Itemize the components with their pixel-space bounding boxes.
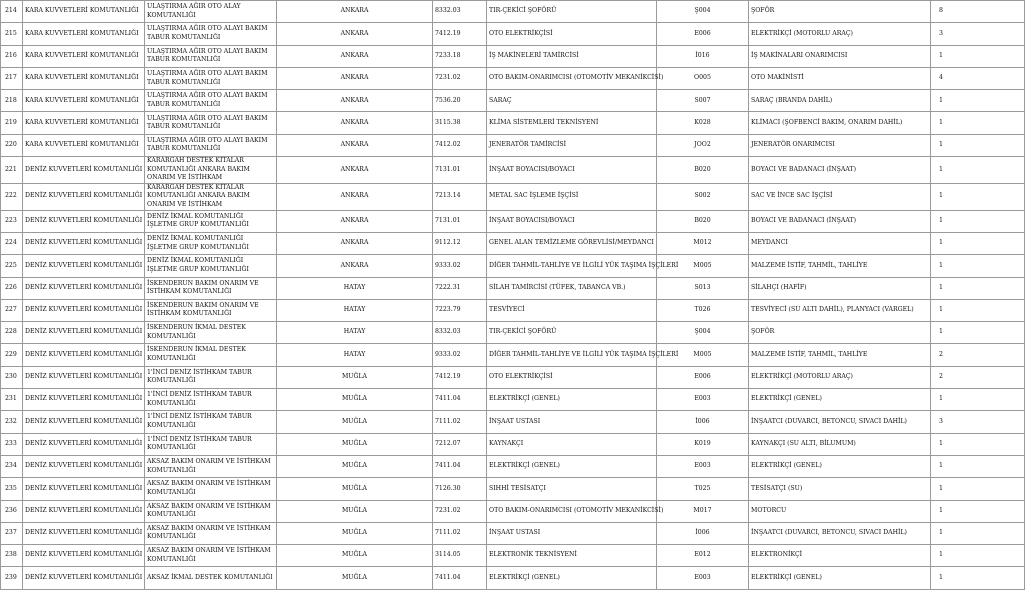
- row-number-cell: 236: [1, 500, 23, 522]
- table-row: [1, 23, 1025, 45]
- row-number-cell: 230: [1, 366, 23, 388]
- position-name-cell: ŞOFÖR: [749, 322, 931, 344]
- unit-name-cell: AKSAZ BAKIM ONARIM VE İSTİHKAM KOMUTANLIĞI: [145, 545, 277, 567]
- occupation-name-cell: KAYNAKÇI: [487, 433, 657, 455]
- table-row: [1, 411, 1025, 433]
- table-row: [1, 433, 1025, 455]
- unit-name-cell: AKSAZ BAKIM ONARIM VE İSTİHKAM KOMUTANLIĞI: [145, 522, 277, 544]
- province-cell: ANKARA: [277, 45, 433, 67]
- unit-name-cell: AKSAZ BAKIM ONARIM VE İSTİHKAM KOMUTANLIĞI: [145, 500, 277, 522]
- row-number-cell: 223: [1, 210, 23, 232]
- force-command-cell: DENİZ KUVVETLERİ KOMUTANLIĞI: [23, 500, 145, 522]
- unit-name-cell: ULAŞTIRMA AĞIR OTO ALAYI BAKIM TABUR KOMUTANLIĞI: [145, 23, 277, 45]
- province-cell: ANKARA: [277, 134, 433, 156]
- row-number-cell: 218: [1, 90, 23, 112]
- position-name-cell: ELEKTRONİKÇİ: [749, 545, 931, 567]
- province-cell: MUĞLA: [277, 522, 433, 544]
- force-command-cell: DENİZ KUVVETLERİ KOMUTANLIĞI: [23, 277, 145, 299]
- table-body: [1, 1, 1025, 590]
- staff-count-cell: 1: [931, 112, 1025, 134]
- table-row: [1, 455, 1025, 477]
- position-name-cell: ŞOFÖR: [749, 1, 931, 23]
- position-name-cell: SAC VE İNCE SAC İŞÇİSİ: [749, 183, 931, 210]
- unit-name-cell: AKSAZ BAKIM ONARIM VE İSTİHKAM KOMUTANLIĞI: [145, 455, 277, 477]
- unit-name-cell: 1'İNCİ DENİZ İSTİHKAM TABUR KOMUTANLIĞI: [145, 389, 277, 411]
- occupation-name-cell: OTO BAKIM-ONARIMCISI (OTOMOTİV MEKANİKCİSİ): [487, 500, 657, 522]
- occupation-code-cell: 7126.30: [433, 478, 487, 500]
- occupation-name-cell: İŞ MAKİNELERİ TAMİRCİSİ: [487, 45, 657, 67]
- occupation-code-cell: 8332.03: [433, 1, 487, 23]
- unit-name-cell: İSKENDERUN İKMAL DESTEK KOMUTANLIĞI: [145, 322, 277, 344]
- province-cell: MUĞLA: [277, 500, 433, 522]
- row-number-cell: 224: [1, 232, 23, 254]
- position-name-cell: SARAÇ (BRANDA DAHİL): [749, 90, 931, 112]
- occupation-code-cell: 7111.02: [433, 522, 487, 544]
- row-number-cell: 232: [1, 411, 23, 433]
- staff-count-cell: 1: [931, 433, 1025, 455]
- row-number-cell: 214: [1, 1, 23, 23]
- staff-count-cell: 3: [931, 411, 1025, 433]
- position-name-cell: İŞ MAKİNALARI ONARIMCISI: [749, 45, 931, 67]
- position-name-cell: SİLAHÇI (HAFİF): [749, 277, 931, 299]
- unit-name-cell: ULAŞTIRMA AĞIR OTO ALAYI BAKIM TABUR KOMUTANLIĞI: [145, 90, 277, 112]
- unit-name-cell: DENİZ İKMAL KOMUTANLIĞI İŞLETME GRUP KOMUTANLIĞI: [145, 210, 277, 232]
- unit-name-cell: İSKENDERUN BAKIM ONARIM VE İSTİHKAM KOMUTANLIĞI: [145, 277, 277, 299]
- position-code-cell: B020: [657, 210, 749, 232]
- position-code-cell: M017: [657, 500, 749, 522]
- force-command-cell: DENİZ KUVVETLERİ KOMUTANLIĞI: [23, 366, 145, 388]
- unit-name-cell: ULAŞTIRMA AĞIR OTO ALAYI BAKIM TABUR KOMUTANLIĞI: [145, 134, 277, 156]
- staff-count-cell: 1: [931, 277, 1025, 299]
- unit-name-cell: KARARGAH DESTEK KITALAR KOMUTANLIĞI ANKARA BAKIM ONARIM VE İSTİHKAM: [145, 183, 277, 210]
- position-name-cell: MALZEME İSTİF, TAHMİL, TAHLİYE: [749, 255, 931, 277]
- position-code-cell: Ş004: [657, 322, 749, 344]
- unit-name-cell: ULAŞTIRMA AĞIR OTO ALAYI BAKIM TABUR KOMUTANLIĞI: [145, 45, 277, 67]
- table-row: [1, 210, 1025, 232]
- force-command-cell: DENİZ KUVVETLERİ KOMUTANLIĞI: [23, 411, 145, 433]
- occupation-name-cell: DİĞER TAHMİL-TAHLİYE VE İLGİLİ YÜK TAŞIMA İŞÇİLERİ: [487, 255, 657, 277]
- occupation-code-cell: 7231.02: [433, 67, 487, 89]
- position-code-cell: E003: [657, 389, 749, 411]
- force-command-cell: DENİZ KUVVETLERİ KOMUTANLIĞI: [23, 255, 145, 277]
- staff-count-cell: 1: [931, 545, 1025, 567]
- position-name-cell: TESVİYECİ (SU ALTI DAHİL), PLANYACI (VARGEL): [749, 299, 931, 321]
- row-number-cell: 237: [1, 522, 23, 544]
- occupation-code-cell: 7212.07: [433, 433, 487, 455]
- occupation-name-cell: İNŞAAT USTASI: [487, 411, 657, 433]
- position-name-cell: ELEKTRİKÇİ (MOTORLU ARAÇ): [749, 366, 931, 388]
- table-row: [1, 389, 1025, 411]
- staff-count-cell: 1: [931, 455, 1025, 477]
- table-row: [1, 90, 1025, 112]
- force-command-cell: KARA KUVVETLERİ KOMUTANLIĞI: [23, 112, 145, 134]
- position-code-cell: E006: [657, 366, 749, 388]
- force-command-cell: DENİZ KUVVETLERİ KOMUTANLIĞI: [23, 183, 145, 210]
- occupation-name-cell: METAL SAC İŞLEME İŞÇİSİ: [487, 183, 657, 210]
- occupation-code-cell: 8332.03: [433, 322, 487, 344]
- position-code-cell: E003: [657, 567, 749, 589]
- force-command-cell: DENİZ KUVVETLERİ KOMUTANLIĞI: [23, 232, 145, 254]
- row-number-cell: 227: [1, 299, 23, 321]
- unit-name-cell: İSKENDERUN BAKIM ONARIM VE İSTİHKAM KOMUTANLIĞI: [145, 299, 277, 321]
- staff-count-cell: 2: [931, 366, 1025, 388]
- table-row: [1, 277, 1025, 299]
- occupation-name-cell: SIHHİ TESİSATÇI: [487, 478, 657, 500]
- position-name-cell: KLİMACI (ŞOFBENCİ BAKIM, ONARIM DAHİL): [749, 112, 931, 134]
- row-number-cell: 233: [1, 433, 23, 455]
- row-number-cell: 234: [1, 455, 23, 477]
- position-name-cell: İNŞAATCI (DUVARCI, BETONCU, SIVACI DAHİL): [749, 411, 931, 433]
- row-number-cell: 225: [1, 255, 23, 277]
- province-cell: ANKARA: [277, 23, 433, 45]
- force-command-cell: DENİZ KUVVETLERİ KOMUTANLIĞI: [23, 567, 145, 589]
- position-name-cell: ELEKTRİKÇİ (GENEL): [749, 567, 931, 589]
- row-number-cell: 239: [1, 567, 23, 589]
- unit-name-cell: DENİZ İKMAL KOMUTANLIĞI İŞLETME GRUP KOMUTANLIĞI: [145, 255, 277, 277]
- position-code-cell: M012: [657, 232, 749, 254]
- occupation-code-cell: 9333.02: [433, 344, 487, 366]
- row-number-cell: 217: [1, 67, 23, 89]
- occupation-code-cell: 7411.04: [433, 567, 487, 589]
- staff-count-cell: 8: [931, 1, 1025, 23]
- province-cell: ANKARA: [277, 112, 433, 134]
- occupation-code-cell: 9333.02: [433, 255, 487, 277]
- occupation-code-cell: 7223.79: [433, 299, 487, 321]
- unit-name-cell: 1'İNCİ DENİZ İSTİHKAM TABUR KOMUTANLIĞI: [145, 433, 277, 455]
- occupation-code-cell: 3115.38: [433, 112, 487, 134]
- staff-count-cell: 1: [931, 232, 1025, 254]
- table-row: [1, 567, 1025, 589]
- occupation-name-cell: OTO ELEKTRİKÇİSİ: [487, 366, 657, 388]
- occupation-code-cell: 3114.05: [433, 545, 487, 567]
- row-number-cell: 229: [1, 344, 23, 366]
- occupation-code-cell: 7222.31: [433, 277, 487, 299]
- occupation-code-cell: 7412.02: [433, 134, 487, 156]
- staff-count-cell: 1: [931, 255, 1025, 277]
- unit-name-cell: AKSAZ BAKIM ONARIM VE İSTİHKAM KOMUTANLIĞI: [145, 478, 277, 500]
- staff-count-cell: 1: [931, 183, 1025, 210]
- unit-name-cell: KARARGAH DESTEK KITALAR KOMUTANLIĞI ANKARA BAKIM ONARIM VE İSTİHKAM: [145, 157, 277, 184]
- force-command-cell: DENİZ KUVVETLERİ KOMUTANLIĞI: [23, 344, 145, 366]
- unit-name-cell: 1'İNCİ DENİZ İSTİHKAM TABUR KOMUTANLIĞI: [145, 366, 277, 388]
- occupation-name-cell: TESVİYECİ: [487, 299, 657, 321]
- occupation-code-cell: 7411.04: [433, 455, 487, 477]
- province-cell: ANKARA: [277, 255, 433, 277]
- province-cell: MUĞLA: [277, 389, 433, 411]
- force-command-cell: DENİZ KUVVETLERİ KOMUTANLIĞI: [23, 455, 145, 477]
- force-command-cell: DENİZ KUVVETLERİ KOMUTANLIĞI: [23, 522, 145, 544]
- row-number-cell: 226: [1, 277, 23, 299]
- province-cell: ANKARA: [277, 232, 433, 254]
- occupation-name-cell: OTO BAKIM-ONARIMCISI (OTOMOTİV MEKANİKCİSİ): [487, 67, 657, 89]
- force-command-cell: KARA KUVVETLERİ KOMUTANLIĞI: [23, 45, 145, 67]
- occupation-name-cell: JENERATÖR TAMİRCİSİ: [487, 134, 657, 156]
- occupation-name-cell: ELEKTRİKÇİ (GENEL): [487, 389, 657, 411]
- position-code-cell: E003: [657, 455, 749, 477]
- force-command-cell: KARA KUVVETLERİ KOMUTANLIĞI: [23, 1, 145, 23]
- position-code-cell: S002: [657, 183, 749, 210]
- occupation-name-cell: İNŞAAT BOYACISI/BOYACI: [487, 210, 657, 232]
- position-name-cell: İNŞAATCI (DUVARCI, BETONCU, SIVACI DAHİL): [749, 522, 931, 544]
- position-name-cell: BOYACI VE BADANACI (İNŞAAT): [749, 157, 931, 184]
- province-cell: HATAY: [277, 299, 433, 321]
- staff-count-cell: 1: [931, 134, 1025, 156]
- table-row: [1, 183, 1025, 210]
- table-row: [1, 157, 1025, 184]
- staff-count-cell: 1: [931, 45, 1025, 67]
- occupation-code-cell: 7131.01: [433, 157, 487, 184]
- position-code-cell: T026: [657, 299, 749, 321]
- unit-name-cell: ULAŞTIRMA AĞIR OTO ALAYI BAKIM TABUR KOMUTANLIĞI: [145, 67, 277, 89]
- occupation-code-cell: 7412.19: [433, 23, 487, 45]
- force-command-cell: DENİZ KUVVETLERİ KOMUTANLIĞI: [23, 157, 145, 184]
- province-cell: ANKARA: [277, 67, 433, 89]
- position-code-cell: İ006: [657, 411, 749, 433]
- table-row: [1, 112, 1025, 134]
- occupation-name-cell: KLİMA SİSTEMLERİ TEKNİSYENİ: [487, 112, 657, 134]
- province-cell: ANKARA: [277, 157, 433, 184]
- province-cell: MUĞLA: [277, 567, 433, 589]
- row-number-cell: 235: [1, 478, 23, 500]
- occupation-code-cell: 7111.02: [433, 411, 487, 433]
- staff-count-cell: 2: [931, 344, 1025, 366]
- table-row: [1, 366, 1025, 388]
- position-code-cell: Ş004: [657, 1, 749, 23]
- staff-count-cell: 1: [931, 478, 1025, 500]
- position-code-cell: E006: [657, 23, 749, 45]
- staff-count-cell: 1: [931, 322, 1025, 344]
- staff-count-cell: 1: [931, 157, 1025, 184]
- position-name-cell: OTO MAKİNİSTİ: [749, 67, 931, 89]
- province-cell: HATAY: [277, 322, 433, 344]
- row-number-cell: 222: [1, 183, 23, 210]
- position-name-cell: MOTORCU: [749, 500, 931, 522]
- position-code-cell: T025: [657, 478, 749, 500]
- position-code-cell: S007: [657, 90, 749, 112]
- staff-count-cell: 1: [931, 90, 1025, 112]
- position-code-cell: JOO2: [657, 134, 749, 156]
- province-cell: ANKARA: [277, 1, 433, 23]
- staff-count-cell: 3: [931, 23, 1025, 45]
- position-code-cell: S013: [657, 277, 749, 299]
- table-row: [1, 545, 1025, 567]
- staff-count-cell: 4: [931, 67, 1025, 89]
- position-code-cell: B020: [657, 157, 749, 184]
- province-cell: MUĞLA: [277, 545, 433, 567]
- province-cell: ANKARA: [277, 183, 433, 210]
- unit-name-cell: ULAŞTIRMA AĞIR OTO ALAY KOMUTANLIĞI: [145, 1, 277, 23]
- position-name-cell: MEYDANCI: [749, 232, 931, 254]
- occupation-code-cell: 7213.14: [433, 183, 487, 210]
- table-row: [1, 232, 1025, 254]
- occupation-code-cell: 7411.04: [433, 389, 487, 411]
- occupation-name-cell: ELEKTRİKÇİ (GENEL): [487, 455, 657, 477]
- province-cell: MUĞLA: [277, 478, 433, 500]
- unit-name-cell: ULAŞTIRMA AĞIR OTO ALAYI BAKIM TABUR KOMUTANLIĞI: [145, 112, 277, 134]
- province-cell: MUĞLA: [277, 366, 433, 388]
- occupation-code-cell: 7233.18: [433, 45, 487, 67]
- occupation-name-cell: TIR-ÇEKİCİ ŞOFÖRÜ: [487, 322, 657, 344]
- force-command-cell: DENİZ KUVVETLERİ KOMUTANLIĞI: [23, 433, 145, 455]
- table-row: [1, 134, 1025, 156]
- row-number-cell: 220: [1, 134, 23, 156]
- position-code-cell: M005: [657, 344, 749, 366]
- force-command-cell: KARA KUVVETLERİ KOMUTANLIĞI: [23, 134, 145, 156]
- force-command-cell: DENİZ KUVVETLERİ KOMUTANLIĞI: [23, 478, 145, 500]
- staff-count-cell: 1: [931, 210, 1025, 232]
- table-row: [1, 45, 1025, 67]
- occupation-name-cell: GENEL ALAN TEMİZLEME GÖREVLİSİ/MEYDANCI: [487, 232, 657, 254]
- unit-name-cell: 1'İNCİ DENİZ İSTİHKAM TABUR KOMUTANLIĞI: [145, 411, 277, 433]
- position-name-cell: MALZEME İSTİF, TAHMİL, TAHLİYE: [749, 344, 931, 366]
- occupation-name-cell: DİĞER TAHMİL-TAHLİYE VE İLGİLİ YÜK TAŞIMA İŞÇİLERİ: [487, 344, 657, 366]
- occupation-code-cell: 7231.02: [433, 500, 487, 522]
- table-row: [1, 322, 1025, 344]
- staff-count-cell: 1: [931, 522, 1025, 544]
- occupation-code-cell: 7412.19: [433, 366, 487, 388]
- occupation-name-cell: ELEKTRİKÇİ (GENEL): [487, 567, 657, 589]
- table-row: [1, 500, 1025, 522]
- table-row: [1, 1, 1025, 23]
- unit-name-cell: DENİZ İKMAL KOMUTANLIĞI İŞLETME GRUP KOMUTANLIĞI: [145, 232, 277, 254]
- position-code-cell: İ016: [657, 45, 749, 67]
- position-code-cell: K019: [657, 433, 749, 455]
- province-cell: ANKARA: [277, 210, 433, 232]
- force-command-cell: KARA KUVVETLERİ KOMUTANLIĞI: [23, 90, 145, 112]
- province-cell: MUĞLA: [277, 455, 433, 477]
- position-name-cell: JENERATÖR ONARIMCISI: [749, 134, 931, 156]
- position-code-cell: İ006: [657, 522, 749, 544]
- staff-count-cell: 1: [931, 500, 1025, 522]
- force-command-cell: DENİZ KUVVETLERİ KOMUTANLIĞI: [23, 545, 145, 567]
- occupation-code-cell: 7131.01: [433, 210, 487, 232]
- occupation-name-cell: SİLAH TAMİRCİSİ (TÜFEK, TABANCA VB.): [487, 277, 657, 299]
- row-number-cell: 216: [1, 45, 23, 67]
- table-row: [1, 522, 1025, 544]
- table-row: [1, 478, 1025, 500]
- province-cell: MUĞLA: [277, 411, 433, 433]
- force-command-cell: DENİZ KUVVETLERİ KOMUTANLIĞI: [23, 299, 145, 321]
- force-command-cell: KARA KUVVETLERİ KOMUTANLIĞI: [23, 67, 145, 89]
- force-command-cell: DENİZ KUVVETLERİ KOMUTANLIĞI: [23, 210, 145, 232]
- position-name-cell: ELEKTRİKÇİ (GENEL): [749, 389, 931, 411]
- province-cell: MUĞLA: [277, 433, 433, 455]
- occupation-name-cell: TIR-ÇEKİCİ ŞOFÖRÜ: [487, 1, 657, 23]
- unit-name-cell: İSKENDERUN İKMAL DESTEK KOMUTANLIĞI: [145, 344, 277, 366]
- position-name-cell: BOYACI VE BADANACI (İNŞAAT): [749, 210, 931, 232]
- row-number-cell: 238: [1, 545, 23, 567]
- occupation-name-cell: İNŞAAT USTASI: [487, 522, 657, 544]
- occupation-name-cell: SARAÇ: [487, 90, 657, 112]
- occupation-name-cell: İNŞAAT BOYACISI/BOYACI: [487, 157, 657, 184]
- row-number-cell: 215: [1, 23, 23, 45]
- row-number-cell: 231: [1, 389, 23, 411]
- province-cell: HATAY: [277, 344, 433, 366]
- unit-name-cell: AKSAZ İKMAL DESTEK KOMUTANLIĞI: [145, 567, 277, 589]
- position-code-cell: M005: [657, 255, 749, 277]
- table-row: [1, 344, 1025, 366]
- staff-count-cell: 1: [931, 389, 1025, 411]
- province-cell: HATAY: [277, 277, 433, 299]
- occupation-code-cell: 7536.20: [433, 90, 487, 112]
- province-cell: ANKARA: [277, 90, 433, 112]
- row-number-cell: 219: [1, 112, 23, 134]
- staff-count-cell: 1: [931, 567, 1025, 589]
- force-command-cell: DENİZ KUVVETLERİ KOMUTANLIĞI: [23, 389, 145, 411]
- position-name-cell: ELEKTRİKÇİ (MOTORLU ARAÇ): [749, 23, 931, 45]
- staff-count-cell: 1: [931, 299, 1025, 321]
- position-code-cell: K028: [657, 112, 749, 134]
- table-row: [1, 255, 1025, 277]
- table-row: [1, 299, 1025, 321]
- occupation-name-cell: ELEKTRONİK TEKNİSYENİ: [487, 545, 657, 567]
- occupation-name-cell: OTO ELEKTRİKÇİSİ: [487, 23, 657, 45]
- position-code-cell: O005: [657, 67, 749, 89]
- occupation-code-cell: 9112.12: [433, 232, 487, 254]
- position-code-cell: E012: [657, 545, 749, 567]
- force-command-cell: KARA KUVVETLERİ KOMUTANLIĞI: [23, 23, 145, 45]
- force-command-cell: DENİZ KUVVETLERİ KOMUTANLIĞI: [23, 322, 145, 344]
- row-number-cell: 221: [1, 157, 23, 184]
- row-number-cell: 228: [1, 322, 23, 344]
- table-row: [1, 67, 1025, 89]
- position-name-cell: ELEKTRİKÇİ (GENEL): [749, 455, 931, 477]
- position-name-cell: TESİSATÇI (SU): [749, 478, 931, 500]
- position-name-cell: KAYNAKÇI (SU ALTI, BİLUMUM): [749, 433, 931, 455]
